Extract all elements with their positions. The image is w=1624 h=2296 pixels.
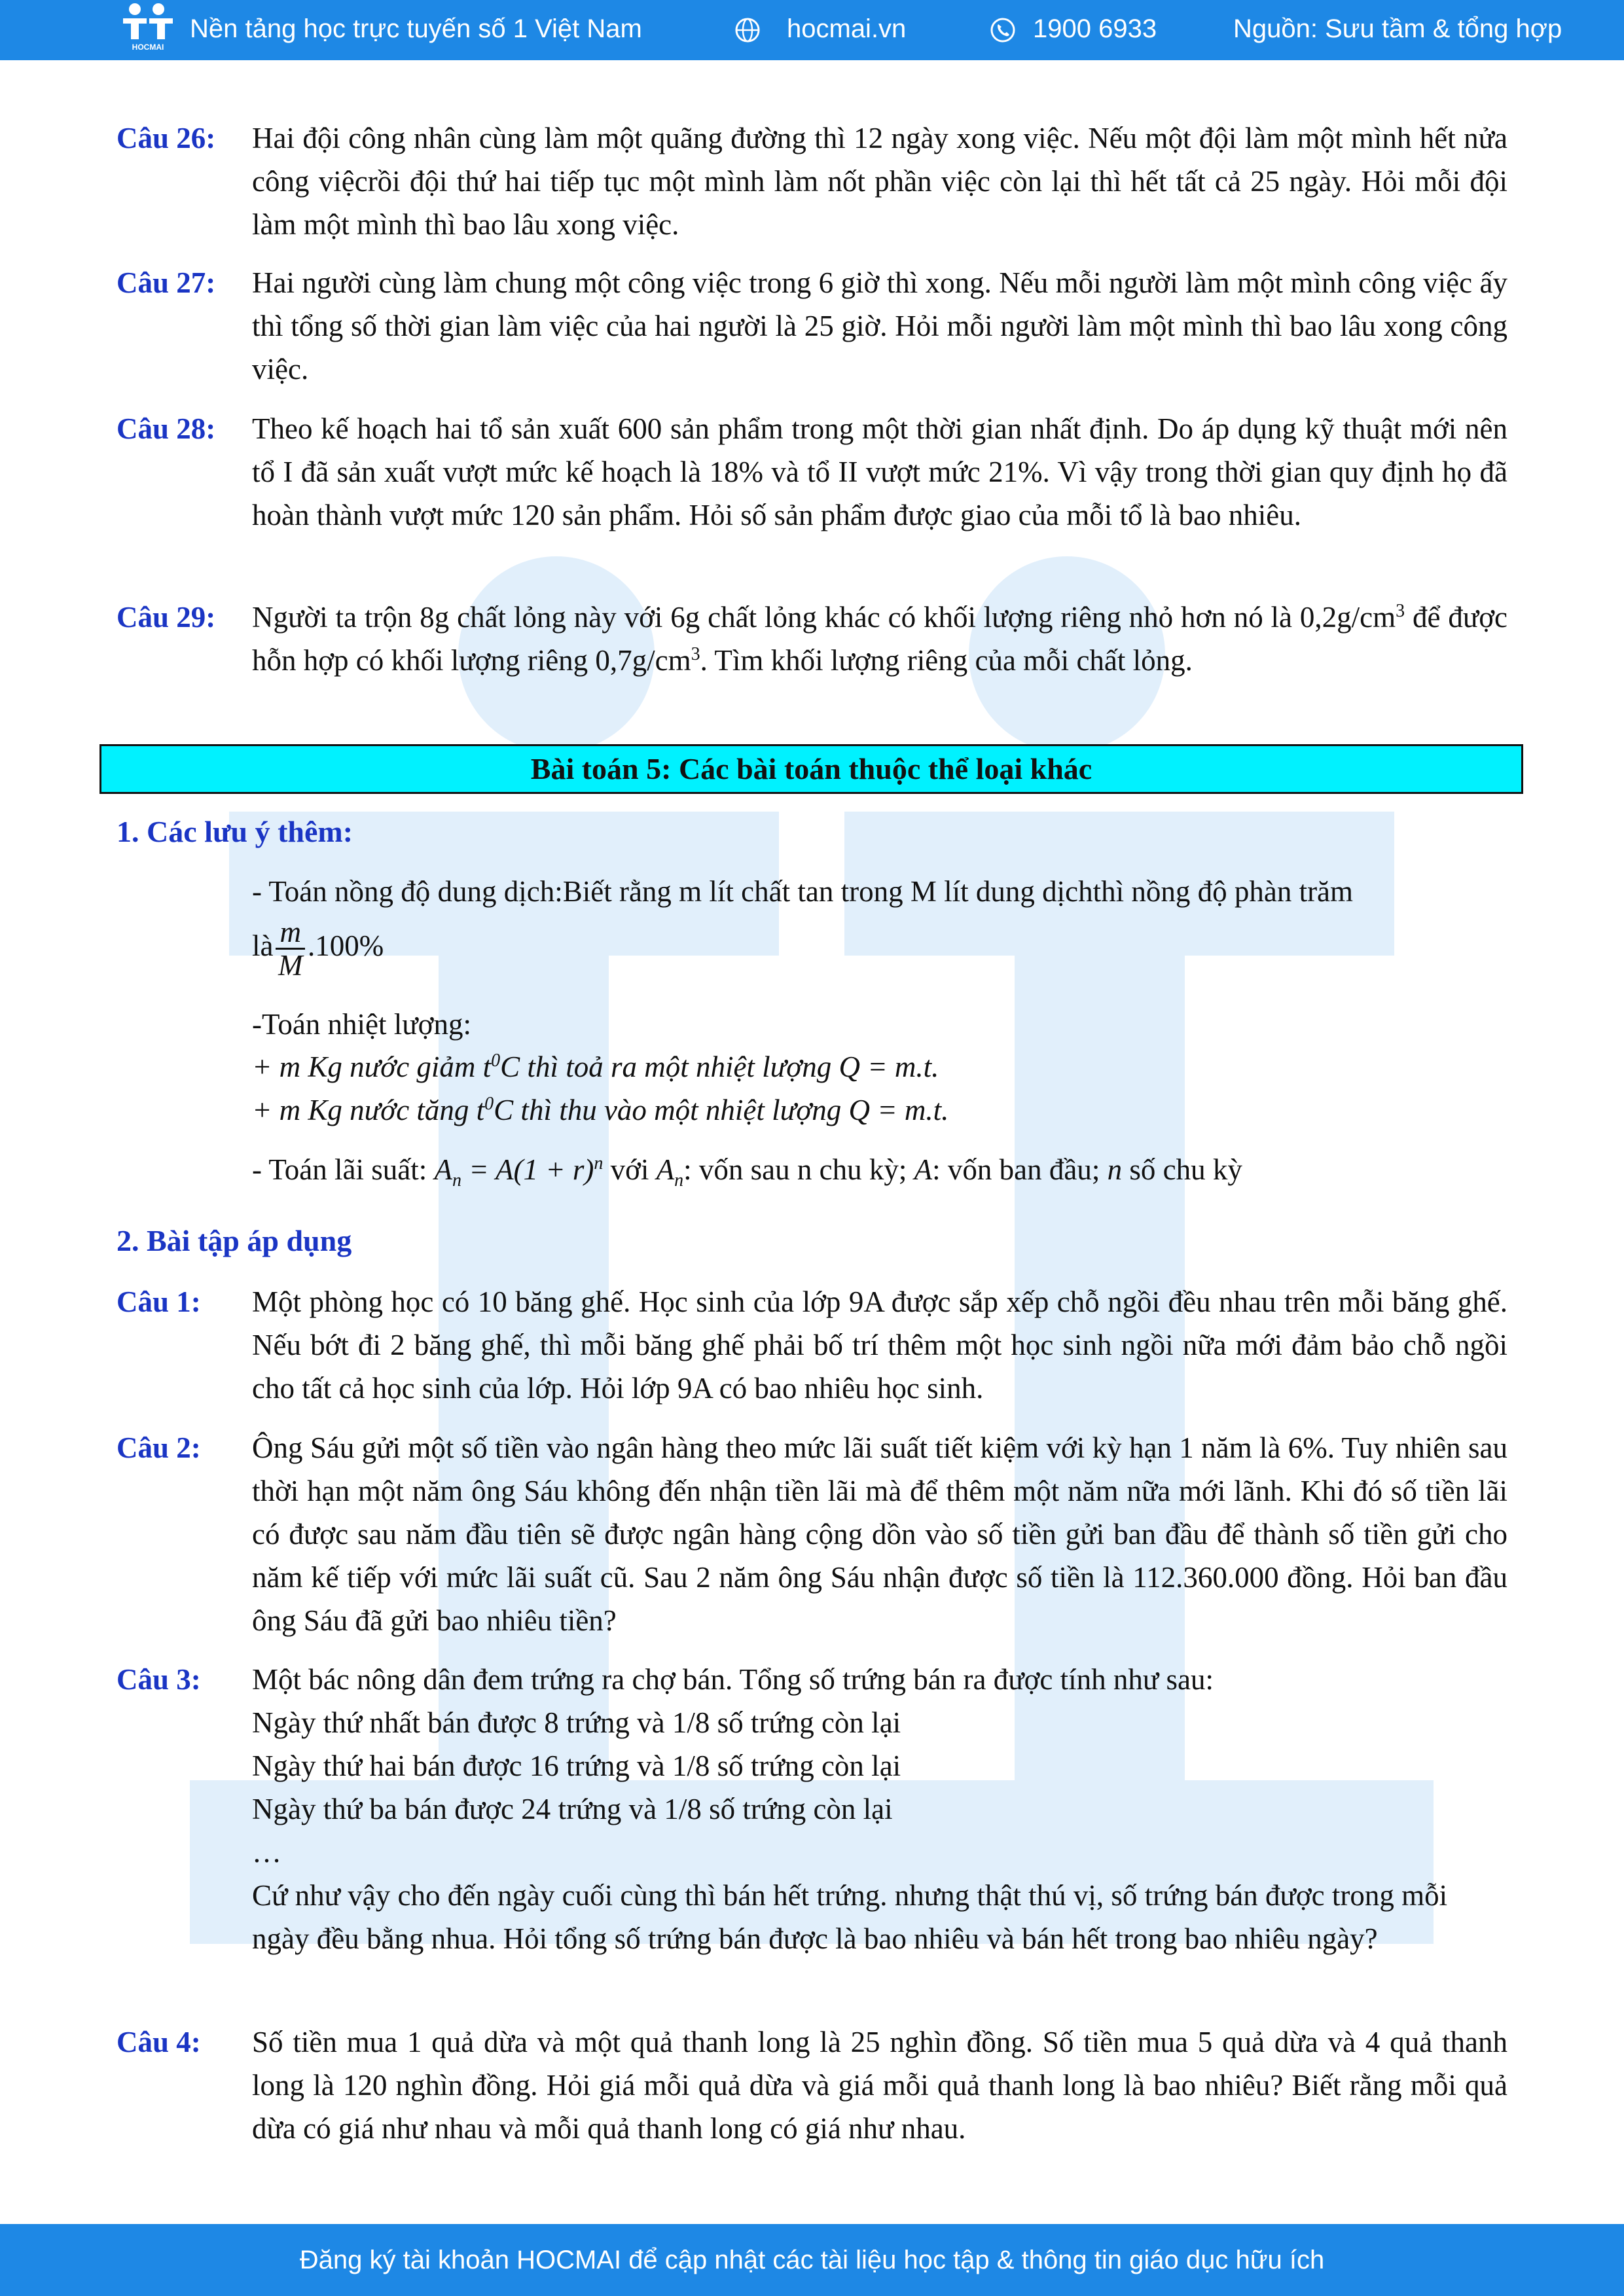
header-slogan: Nền tảng học trực tuyến số 1 Việt Nam: [190, 14, 642, 43]
question-27: [117, 261, 1507, 391]
question-text: Cứ như vậy cho đến ngày cuối cùng thì bán hết trứng. nhưng thật thú vị, số trứng bán được trong mỗi ngày đều bằng nhua. Hỏi tổng số trứng bán được là bao nhiêu và bán hết trong bao nhiêu ngày?: [252, 1879, 1448, 1955]
header-source: Nguồn: Sưu tầm & tổng hợp: [1233, 14, 1562, 43]
question-label: Câu 3:: [117, 1663, 201, 1696]
note-heat-1: + m Kg nước giảm $t^0C$ thì toả ra một nhiệt lượng Q = m.t.: [252, 1050, 939, 1083]
question-text: Hai người cùng làm chung một công việc trong 6 giờ thì xong. Nếu mỗi người làm một mình công việc ấy thì tổng số thời gian làm việc của hai người là 25 giờ. Hỏi mỗi người làm một mình thì bao lâu xong công việc.: [252, 266, 1507, 386]
question-2: [117, 1426, 1507, 1642]
question-text: Hai đội công nhân cùng làm một quãng đường thì 12 ngày xong việc. Nếu một đội làm một mình hết nửa công việcrồi đội thứ hai tiếp tục một mình làm nốt phần việc còn lại thì hết tất cả 25 ngày. Hỏi mỗi đội làm một mình thì bao lâu xong việc.: [252, 122, 1507, 241]
section-title-exercises: 2. Bài tập áp dụng: [117, 1224, 352, 1257]
question-text: Số tiền mua 1 quả dừa và một quả thanh long là 25 nghìn đồng. Số tiền mua 5 quả dừa và 4 quả thanh long là 120 nghìn đồng. Hỏi giá mỗi quả dừa và giá mỗi quả thanh long là bao nhiêu? Biết rằng mỗi quả dừa có giá như nhau và mỗi quả thanh long có giá như nhau.: [252, 2026, 1507, 2145]
question-4: [117, 2020, 1507, 2150]
footer-bar: [0, 2224, 1624, 2296]
note-interest: - Toán lãi suất: $A_n = A(1 + r)^n$ với $A_n$: vốn sau n chu kỳ; A: vốn ban đầu; n số chu kỳ: [252, 1153, 1242, 1191]
question-label: Câu 1:: [117, 1285, 201, 1318]
header-website-link[interactable]: hocmai.vn: [787, 14, 907, 43]
question-text: Người ta trộn 8g chất lỏng này với 6g chất lỏng khác có khối lượng riêng nhỏ hơn nó là $0,2g/cm^3$ để được hỗn hợp có khối lượng riêng $0,7g/cm^3$. Tìm khối lượng riêng của mỗi chất lỏng.: [252, 601, 1507, 677]
question-label: Câu 2:: [117, 1431, 201, 1464]
question-label: Câu 4:: [117, 2026, 201, 2058]
note-concentration-formula: là $\frac{m}{M}$ .100%: [252, 916, 384, 982]
question-28: [117, 407, 1507, 537]
question-text: Một phòng học có 10 băng ghế. Học sinh của lớp 9A được sắp xếp chỗ ngồi đều nhau trên mỗi băng ghế. Nếu bớt đi 2 băng ghế, thì mỗi băng ghế phải bố trí thêm một học sinh ngồi nữa mới đảm bảo chỗ ngồi cho tất cả học sinh của lớp. Hỏi lớp 9A có bao nhiêu học sinh.: [252, 1285, 1507, 1405]
question-text: Ông Sáu gửi một số tiền vào ngân hàng theo mức lãi suất tiết kiệm với kỳ hạn 1 năm là 6%. Tuy nhiên sau thời hạn một năm ông Sáu không đến nhận tiền lãi mà để thêm một năm nữa mới lãnh. Khi đó số tiền lãi có được sau năm đầu tiên sẽ được ngân hàng cộng dồn vào số tiền gửi ban đầu để thành số tiền gửi cho năm kế tiếp với mức lãi suất cũ. Sau 2 năm ông Sáu nhận được số tiền là 112.360.000 đồng. Hỏi ban đầu ông Sáu đã gửi bao nhiêu tiền?: [252, 1431, 1507, 1637]
question-line: Một bác nông dân đem trứng ra chợ bán. Tổng số trứng bán ra được tính như sau:: [252, 1663, 1214, 1696]
section-title-notes: 1. Các lưu ý thêm:: [117, 815, 353, 848]
question-26: [117, 117, 1507, 246]
question-line: …: [252, 1836, 281, 1869]
note-heat-2: + m Kg nước tăng $t^0C$ thì thu vào một nhiệt lượng Q = m.t.: [252, 1094, 949, 1126]
footer-text[interactable]: Đăng ký tài khoản HOCMAI để cập nhật các tài liệu học tập & thông tin giáo dục hữu ích: [299, 2246, 1325, 2274]
section-banner: Bài toán 5: Các bài toán thuộc thể loại khác: [99, 744, 1523, 794]
question-label: Câu 27:: [117, 266, 216, 299]
question-29: [117, 596, 1507, 682]
question-line: Ngày thứ nhất bán được 8 trứng và 1/8 số trứng còn lại: [252, 1706, 901, 1739]
question-1: [117, 1280, 1507, 1410]
fraction-m-over-M: $\frac{m}{M}$: [276, 916, 305, 981]
note-heat-title: -Toán nhiệt lượng:: [252, 1008, 471, 1041]
question-label: Câu 29:: [117, 601, 216, 634]
question-line: Ngày thứ hai bán được 16 trứng và 1/8 số trứng còn lại: [252, 1749, 901, 1782]
question-label: Câu 28:: [117, 412, 216, 445]
question-text: Theo kế hoạch hai tổ sản xuất 600 sản phẩm trong một thời gian nhất định. Do áp dụng kỹ thuật mới nên tổ I đã sản xuất vượt mức kế hoạch là 18% và tổ II vượt mức 21%. Vì vậy trong thời gian quy định họ đã hoàn thành vượt mức 120 sản phẩm. Hỏi số sản phẩm được giao của mỗi tổ là bao nhiêu.: [252, 412, 1507, 531]
svg-text:HOCMAI: HOCMAI: [132, 43, 164, 52]
question-3: [117, 1658, 1507, 1960]
header-hotline[interactable]: 1900 6933: [1033, 14, 1157, 43]
question-label: Câu 26:: [117, 122, 216, 154]
note-concentration: - Toán nồng độ dung dịch:Biết rằng m lít chất tan trong M lít dung dịchthì nồng độ phàn trăm: [252, 875, 1354, 908]
question-line: Ngày thứ ba bán được 24 trứng và 1/8 số trứng còn lại: [252, 1793, 893, 1825]
